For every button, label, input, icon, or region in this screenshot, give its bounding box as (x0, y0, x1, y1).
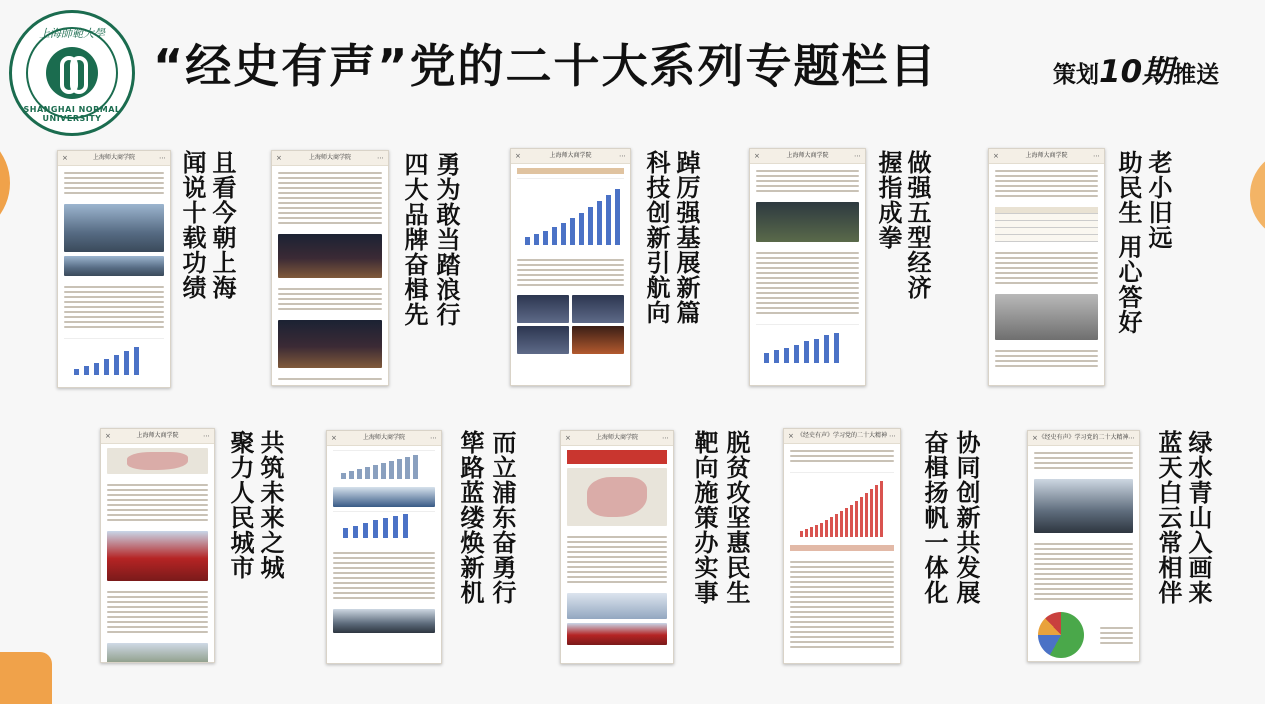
article-text (101, 478, 214, 527)
close-icon[interactable]: × (565, 434, 571, 442)
section-header-bar (517, 168, 624, 174)
phone-header (989, 149, 1104, 164)
article-screenshot[interactable] (1027, 430, 1140, 662)
article-text (1028, 446, 1139, 475)
episode-title-line-1: 老小旧远 (1144, 150, 1172, 250)
article-screenshot[interactable] (57, 150, 171, 388)
episode-title-line-2: 筚路蓝缕焕新机 (456, 430, 484, 605)
article-screenshot[interactable] (988, 148, 1105, 386)
aid-region-map (567, 468, 667, 526)
mars-photo (572, 326, 624, 354)
article-text (989, 344, 1104, 373)
china-pavilion-photo (107, 531, 208, 581)
episode-title-line-1: 踔厉强基展新篇 (672, 150, 700, 325)
more-icon[interactable]: ⋯ (377, 154, 384, 162)
more-icon[interactable]: ⋯ (203, 432, 210, 440)
trade-chart-thumbnail (333, 511, 435, 542)
renovation-table-thumbnail (995, 207, 1098, 242)
more-icon[interactable]: ⋯ (619, 152, 626, 160)
lunar-photo (517, 326, 569, 354)
article-text (272, 372, 388, 386)
article-text (58, 280, 170, 334)
article-text (989, 164, 1104, 203)
close-icon[interactable]: × (331, 434, 337, 442)
logo-text-top: 上海師範大學 (39, 27, 105, 40)
phone-header (511, 149, 630, 164)
article-text (784, 555, 900, 654)
article-text (750, 246, 865, 320)
tech-photo-grid (517, 295, 624, 323)
phone-title: 《经史有声》学习党的二十大精神 (796, 432, 887, 439)
more-icon[interactable]: ⋯ (430, 434, 437, 442)
article-screenshot[interactable] (783, 428, 901, 664)
article-text (784, 444, 900, 468)
more-icon[interactable]: ⋯ (854, 152, 861, 160)
riverside-photo (107, 643, 208, 663)
old-neighborhood-photo (995, 294, 1098, 340)
close-icon[interactable]: × (276, 154, 282, 162)
phone-title: 上海师大商学院 (549, 152, 592, 159)
air-quality-pie (1038, 612, 1084, 658)
phone-title: 上海师大商学院 (1025, 152, 1068, 159)
article-text (750, 164, 865, 198)
city-layout-map (107, 448, 208, 474)
close-icon[interactable]: × (1032, 434, 1038, 442)
leaders-photo (1034, 479, 1133, 533)
more-icon[interactable]: ⋯ (889, 432, 896, 440)
phone-header (272, 151, 388, 166)
close-icon[interactable]: × (993, 152, 999, 160)
pie-legend (1094, 621, 1139, 650)
phone-header (750, 149, 865, 164)
episode-title-line-2: 蓝天白云常相伴 (1154, 430, 1182, 605)
close-icon[interactable]: × (105, 432, 111, 440)
integration-chart-thumbnail (790, 472, 894, 541)
episode-title-line-2: 科技创新引航向 (642, 150, 670, 325)
phone-title: 上海师大商学院 (308, 154, 351, 161)
episode-title-line-2: 四大品牌奋楫先 (400, 152, 428, 327)
article-screenshot[interactable] (100, 428, 215, 663)
episode-title-line-1: 脱贫攻坚惠民生 (722, 430, 750, 605)
landscape-photo (756, 202, 859, 242)
article-text (272, 282, 388, 316)
article-text (561, 530, 673, 589)
episode-title-line-1: 而立浦东奋勇行 (488, 430, 516, 605)
article-text (272, 166, 388, 230)
orange-decor-top (0, 128, 10, 238)
phone-header (58, 151, 170, 166)
close-icon[interactable]: × (515, 152, 521, 160)
episode-title-line-2: 靶向施策办实事 (690, 430, 718, 605)
port-photo (333, 487, 435, 507)
article-screenshot[interactable] (326, 430, 442, 664)
phone-title: 《经史有声》学习党的二十大精神 (1038, 434, 1129, 441)
phone-title: 上海师大商学院 (595, 434, 638, 441)
aircraft-photo (572, 295, 624, 323)
close-icon[interactable]: × (62, 154, 68, 162)
article-text (989, 246, 1104, 290)
article-text (511, 253, 630, 292)
section-header-bar (790, 545, 894, 551)
trend-chart-thumbnail (64, 338, 164, 379)
more-icon[interactable]: ⋯ (1128, 434, 1135, 442)
university-logo (9, 10, 135, 136)
air-quality-chart-thumbnail (1028, 606, 1139, 662)
meeting-photo (567, 593, 667, 619)
night-city-photo (278, 234, 382, 278)
more-icon[interactable]: ⋯ (662, 434, 669, 442)
article-text (58, 166, 170, 200)
article-text (327, 546, 441, 605)
episode-title-line-1: 共筑未来之城 (256, 430, 284, 580)
article-screenshot[interactable] (560, 430, 674, 664)
phone-header (327, 431, 441, 446)
phone-title: 上海师大商学院 (786, 152, 829, 159)
page-subtitle (1053, 46, 1219, 91)
article-text (1028, 537, 1139, 606)
episode-title-line-2: 闻说十载功绩 (178, 150, 206, 300)
phone-header (101, 429, 214, 444)
episode-title-line-1: 且看今朝上海 (208, 150, 236, 300)
phone-header (1028, 431, 1139, 446)
episode-title-line-1: 做强五型经济 (903, 150, 931, 300)
rd-spending-chart-thumbnail (517, 178, 624, 249)
close-icon[interactable]: × (788, 432, 794, 440)
episode-title-line-2: 助民生 用心答好 (1114, 150, 1142, 335)
ceremony-photo (333, 609, 435, 633)
phone-header (561, 431, 673, 446)
more-icon[interactable]: ⋯ (1093, 152, 1100, 160)
close-icon[interactable]: × (754, 152, 760, 160)
episode-title-line-1: 协同创新共发展 (952, 430, 980, 605)
logo-emblem-icon (46, 47, 98, 99)
skyline-photo (64, 256, 164, 276)
episode-title-line-2: 握指成拳 (874, 150, 902, 250)
city-photo (64, 204, 164, 252)
logo-text-bottom: SHANGHAI NORMAL UNIVERSITY (23, 105, 121, 123)
banner-photo (567, 623, 667, 645)
subtitle-prefix: 策划 (1053, 62, 1099, 88)
tech-photo-grid (517, 326, 624, 354)
bund-night-photo (278, 320, 382, 368)
article-text (101, 585, 214, 639)
economy-chart-thumbnail (756, 324, 859, 367)
episode-title-line-1: 勇为敢当踏浪行 (432, 152, 460, 327)
section-banner (567, 450, 667, 464)
article-screenshot[interactable] (510, 148, 631, 386)
phone-title: 上海师大商学院 (92, 154, 135, 161)
phone-title: 上海师大商学院 (362, 434, 405, 441)
episode-title-line-2: 奋楫扬帆一体化 (920, 430, 948, 605)
more-icon[interactable]: ⋯ (159, 154, 166, 162)
episode-title-line-2: 聚力人民城市 (226, 430, 254, 580)
orange-decor-right (1250, 150, 1265, 240)
page-title: “经史有声”党的二十大系列专题栏目 (153, 39, 938, 93)
orange-decor-bottom (0, 652, 52, 704)
episode-title-line-1: 绿水青山入画来 (1184, 430, 1212, 605)
article-screenshot[interactable] (749, 148, 866, 386)
subtitle-suffix: 推送 (1173, 62, 1220, 88)
phone-header (784, 429, 900, 444)
aerospace-photo (517, 295, 569, 323)
subtitle-number: 10期 (1099, 54, 1174, 90)
gdp-chart-thumbnail (333, 450, 435, 483)
article-screenshot[interactable] (271, 150, 389, 386)
phone-title: 上海师大商学院 (136, 432, 179, 439)
